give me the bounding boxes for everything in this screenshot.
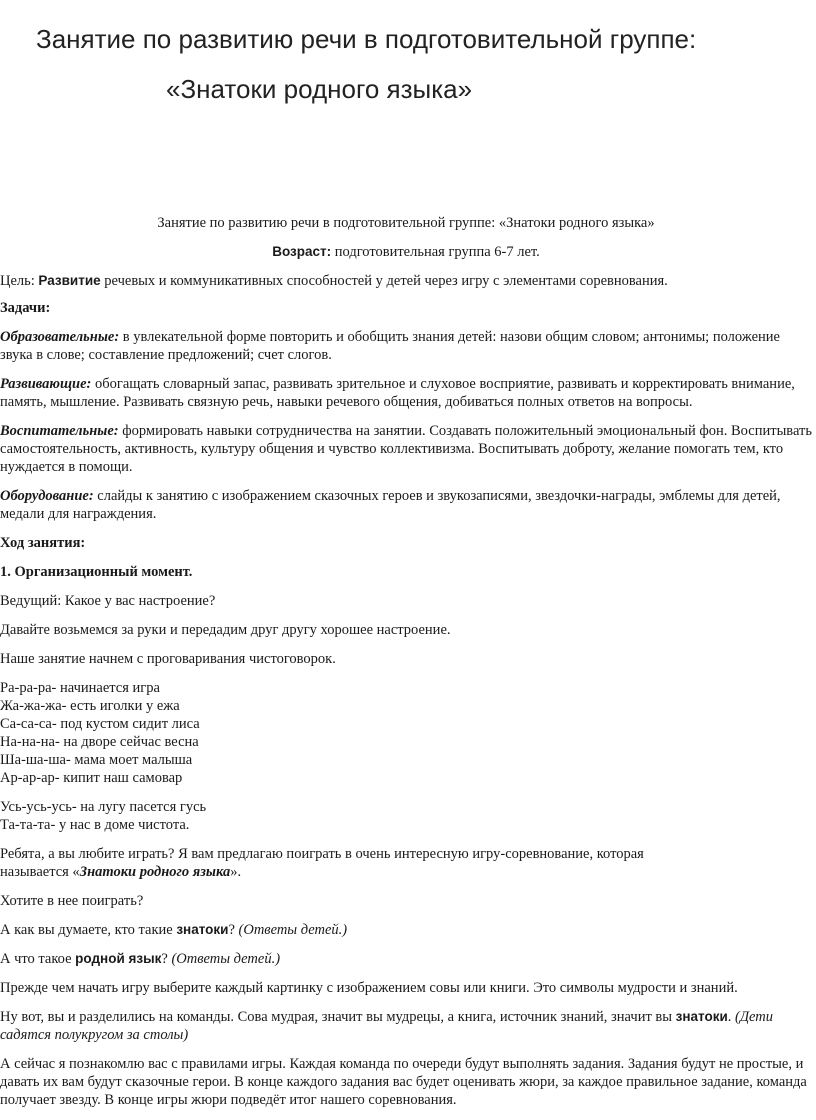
rhyme-line: Та-та-та- у нас в доме чистота. [0, 817, 190, 833]
teams-text: Ну вот, вы и разделились на команды. Сова мудрая, значит вы мудрецы, а книга, источник знаний, значит вы [0, 1009, 676, 1025]
q1-answer: (Ответы детей.) [238, 922, 348, 938]
section-heading: 1. Организационный момент. [0, 564, 193, 580]
edu-paragraph [0, 328, 812, 364]
dev-text: обогащать словарный запас, развивать зрительное и слуховое восприятие, развивать и корректировать внимание, память, мышление. Развивать связную речь, навыки речевого общения, добиваться полных ответов на вопросы. [0, 376, 795, 410]
equipment-label: Оборудование: [0, 488, 94, 504]
teams-bold: знатоки [675, 1009, 728, 1024]
q2-text: А что такое [0, 951, 76, 967]
teams-dot: . [727, 1009, 735, 1025]
start-paragraph: Наше занятие начнем с проговаривания чистоговорок. [0, 651, 336, 667]
course-heading: Ход занятия: [0, 535, 86, 551]
want-question: Хотите в нее поиграть? [0, 893, 144, 909]
question-native-language [0, 950, 812, 968]
age-line [0, 243, 812, 261]
rhyme-line: Ра-ра-ра- начинается игра [0, 680, 160, 696]
rhyme-line: Жа-жа-жа- есть иголки у ежа [0, 698, 180, 714]
edu-label: Образовательные: [0, 329, 120, 345]
rhyme-line: Са-са-са- под кустом сидит лиса [0, 716, 200, 732]
choose-paragraph: Прежде чем начать игру выберите каждый картинку с изображением совы или книги. Это символы мудрости и знаний. [0, 980, 738, 996]
q1-bold: знатоки [176, 922, 229, 937]
tasks-heading: Задачи: [0, 300, 51, 316]
upbringing-label: Воспитательные: [0, 423, 119, 439]
rhyme-line: На-на-на- на дворе сейчас весна [0, 734, 199, 750]
page-title: Занятие по развитию речи в подготовительной группе: [36, 24, 697, 54]
q1-text: А как вы думаете, кто такие [0, 922, 177, 938]
goal-bold: Развитие [38, 273, 101, 288]
upbringing-paragraph [0, 422, 812, 476]
q1-mark: ? [228, 922, 239, 938]
hands-paragraph: Давайте возьмемся за руки и передадим друг другу хорошее настроение. [0, 622, 451, 638]
age-value: подготовительная группа 6-7 лет. [331, 244, 540, 260]
question-experts [0, 921, 812, 939]
dev-paragraph [0, 375, 812, 411]
rhyme-line: Усь-усь-усь- на лугу пасется гусь [0, 799, 207, 815]
goal-line [0, 272, 812, 290]
page-subtitle: «Знатоки родного языка» [166, 74, 473, 104]
play-text-end: ». [230, 864, 242, 880]
dev-label: Развивающие: [0, 376, 92, 392]
age-label: Возраст: [272, 244, 332, 259]
equipment-paragraph [0, 487, 812, 523]
rhyme-line: Ша-ша-ша- мама моет малыша [0, 752, 193, 768]
rhymes-block-2 [0, 798, 812, 834]
edu-text: в увлекательной форме повторить и обобщить знания детей: назови общим словом; антонимы; положение звука в слове; составление предложений; счет слогов. [0, 329, 780, 363]
play-game-name: Знатоки родного языка [79, 864, 231, 880]
equipment-text: слайды к занятию с изображением сказочных героев и звукозаписями, звездочки-награды, эмблемы для детей, медали для награждения. [0, 488, 781, 522]
upbringing-text: формировать навыки сотрудничества на занятии. Создавать положительный эмоциональный фон. Воспитывать самостоятельность, активность, культуру общения и чувство коллективизма. Воспитывать доброту, желание помогать тем, кто нуждается в помощи. [0, 423, 812, 475]
q2-mark: ? [161, 951, 172, 967]
q2-bold: родной язык [75, 951, 162, 966]
mood-question: Ведущий: Какое у вас настроение? [0, 593, 216, 609]
document-body [0, 214, 812, 1120]
teams-paragraph [0, 1008, 812, 1044]
q2-answer: (Ответы детей.) [171, 951, 281, 967]
teams-note: (Дети садятся полукругом за столы) [0, 1009, 774, 1043]
rhymes-block-1 [0, 679, 812, 787]
rhyme-line: Ар-ар-ар- кипит наш самовар [0, 770, 183, 786]
goal-rest: речевых и коммуникативных способностей у детей через игру с элементами соревнования. [100, 273, 668, 289]
play-text: Ребята, а вы любите играть? Я вам предлагаю поиграть в очень интересную игру-соревнование, которая называется « [0, 846, 644, 880]
rules-paragraph: А сейчас я познакомлю вас с правилами игры. Каждая команда по очереди будут выполнять задания. Задания будут не простые, и давать их вам будут сказочные герои. В конце каждого задания вас будет оценивать жюри, за каждое правильное задание, команда получает звезду. В конце игры жюри подведёт итог нашего соревнования. [0, 1056, 807, 1108]
goal-prefix: Цель: [0, 273, 39, 289]
center-title: Занятие по развитию речи в подготовительной группе: «Знатоки родного языка» [157, 215, 655, 231]
play-paragraph [0, 845, 690, 881]
